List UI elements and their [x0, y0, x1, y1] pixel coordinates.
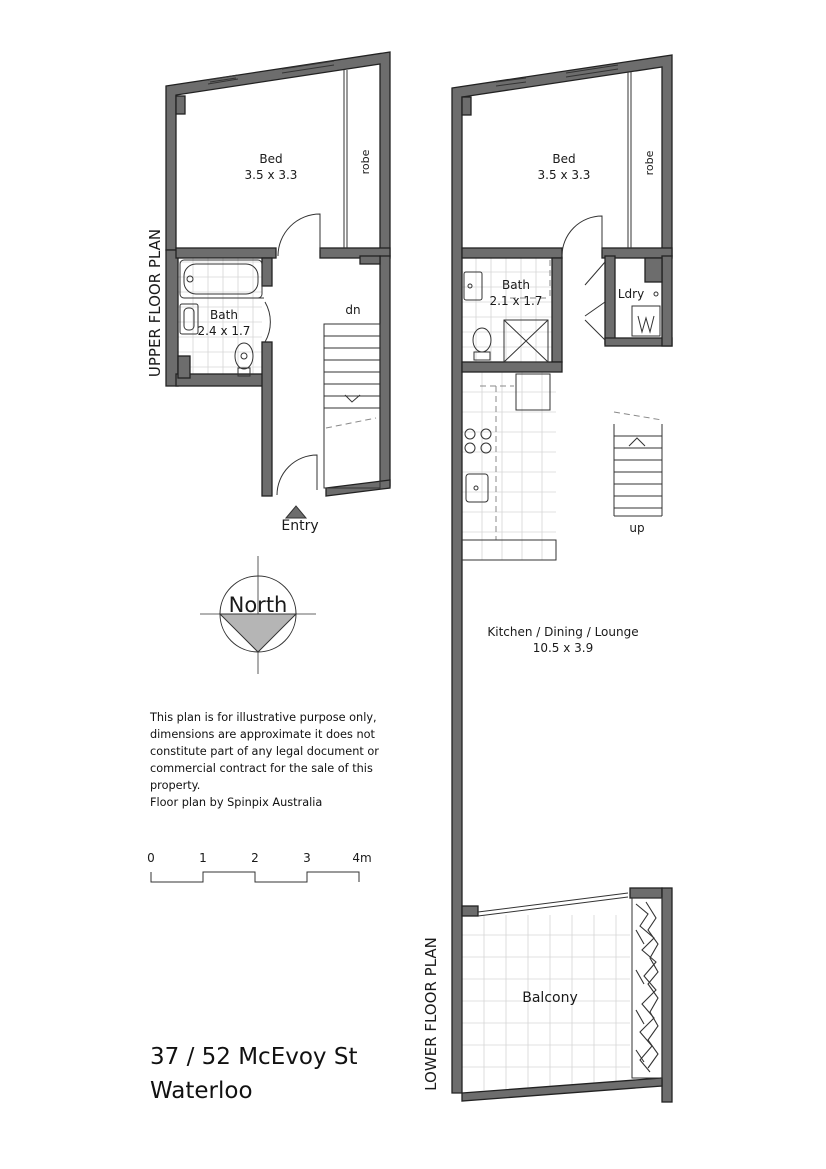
- entry-arrow-icon: [286, 506, 306, 518]
- address-suburb: Waterloo: [150, 1078, 253, 1104]
- lower-bed-label: Bed: [552, 152, 576, 166]
- upper-bed-dims: 3.5 x 3.3: [244, 168, 298, 182]
- lower-robe-label: robe: [643, 150, 656, 176]
- lower-bath-dims: 2.1 x 1.7: [489, 294, 543, 308]
- property-address: [150, 1040, 357, 1108]
- lower-bed-door: [562, 216, 602, 256]
- upper-robe-label: robe: [359, 149, 372, 175]
- lower-stair-label: up: [629, 521, 645, 535]
- lower-bed-dims: 3.5 x 3.3: [537, 168, 591, 182]
- scale-bar: [151, 872, 359, 882]
- scale-tick-3: 3: [303, 851, 311, 865]
- lower-bath-label: Bath: [502, 278, 530, 292]
- upper-stair-label: dn: [345, 303, 361, 317]
- upper-bed-door: [278, 214, 320, 256]
- lower-walls: [452, 55, 672, 1102]
- laundry-doors: [585, 262, 605, 340]
- lower-floor-plan: [452, 55, 672, 1102]
- balcony-label: Balcony: [522, 990, 578, 1006]
- upper-bath-label: Bath: [210, 308, 238, 322]
- address-street: 37 / 52 McEvoy St: [150, 1044, 358, 1070]
- scale-tick-4m: 4m: [352, 851, 372, 865]
- kitchen-sink-icon: [466, 474, 488, 502]
- living-dims: 10.5 x 3.9: [532, 641, 594, 655]
- scale-tick-0: 0: [147, 851, 155, 865]
- disclaimer-line: This plan is for illustrative purpose only,: [150, 711, 377, 724]
- disclaimer-text: [150, 709, 400, 811]
- disclaimer-credit: Floor plan by Spinpix Australia: [150, 796, 323, 809]
- upper-entry-door: [277, 455, 317, 495]
- upper-bath-dims: 2.4 x 1.7: [197, 324, 251, 338]
- upper-robe-doors: [344, 70, 347, 248]
- disclaimer-line: property.: [150, 779, 201, 792]
- balcony-planter: [632, 898, 662, 1078]
- lower-robe-doors: [628, 72, 631, 248]
- upper-basin: [180, 304, 198, 334]
- entry-label: Entry: [281, 518, 319, 534]
- upper-bed-label: Bed: [259, 152, 283, 166]
- living-label: Kitchen / Dining / Lounge: [487, 625, 639, 639]
- upper-bath-door: [265, 302, 270, 342]
- disclaimer-line: dimensions are approximate it does not: [150, 728, 375, 741]
- upper-floor-plan: [166, 52, 390, 518]
- upper-stairs: [324, 324, 380, 488]
- disclaimer-line: commercial contract for the sale of this: [150, 762, 373, 775]
- lower-tiles: [462, 258, 630, 1090]
- scale-tick-1: 1: [199, 851, 207, 865]
- lower-basin: [464, 272, 482, 300]
- lower-stairs: [614, 412, 662, 516]
- cooktop-icon: [465, 429, 491, 453]
- lower-shower: [504, 320, 548, 362]
- upper-plan-title: UPPER FLOOR PLAN: [146, 228, 164, 378]
- lower-plan-title: LOWER FLOOR PLAN: [422, 937, 440, 1091]
- laundry-label: Ldry: [617, 287, 645, 301]
- compass-north-label: North: [228, 593, 288, 617]
- disclaimer-line: constitute part of any legal document or: [150, 745, 379, 758]
- upper-walls: [166, 52, 390, 496]
- lower-windows: [478, 65, 628, 916]
- scale-tick-2: 2: [251, 851, 259, 865]
